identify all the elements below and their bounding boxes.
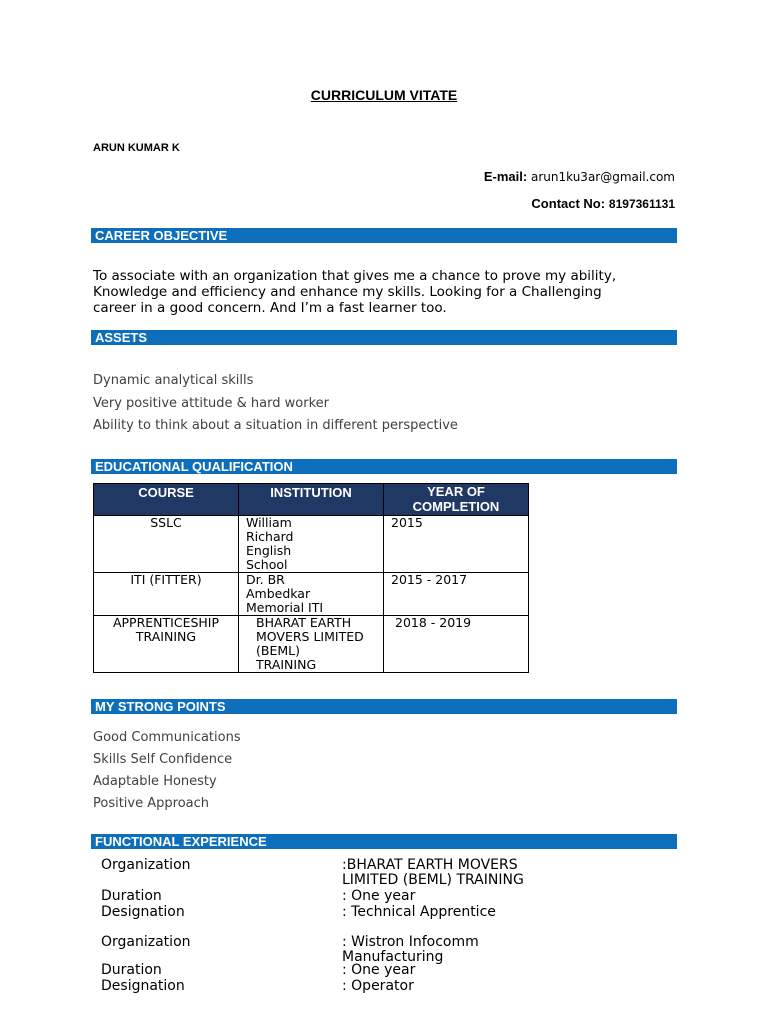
experience-value-designation: : Technical Apprentice — [342, 904, 496, 920]
section-heading-functional-experience: FUNCTIONAL EXPERIENCE — [91, 834, 677, 849]
table-header-row — [94, 484, 529, 516]
strong-point-item: Good Communications — [93, 730, 241, 745]
cell-course: ITI (FITTER) — [94, 573, 239, 616]
experience-value-duration: : One year — [342, 962, 416, 978]
email-line — [484, 169, 675, 184]
strong-point-item: Positive Approach — [93, 796, 210, 811]
document-title: CURRICULUM VITATE — [310, 87, 458, 103]
table-row — [94, 516, 529, 573]
asset-item: Dynamic analytical skills — [93, 373, 254, 388]
cell-year: 2015 - 2017 — [384, 573, 529, 616]
career-line: Knowledge and efficiency and enhance my skills. Looking for a Challenging — [93, 284, 602, 300]
section-heading-assets: ASSETS — [91, 330, 677, 345]
candidate-name: ARUN KUMAR K — [93, 142, 180, 154]
section-heading-strong-points: MY STRONG POINTS — [91, 699, 677, 714]
career-objective-text — [93, 268, 673, 316]
section-heading-career-objective: CAREER OBJECTIVE — [91, 228, 677, 243]
column-header-institution: INSTITUTION — [239, 484, 384, 516]
experience-value-designation: : Operator — [342, 978, 414, 994]
career-line: To associate with an organization that gives me a chance to prove my ability, — [93, 268, 617, 284]
email-label: E-mail: — [483, 169, 528, 184]
experience-label-designation: Designation — [101, 904, 185, 920]
asset-item: Ability to think about a situation in different perspective — [93, 418, 458, 433]
experience-label-organization: Organization — [101, 857, 191, 873]
email-value: arun1ku3ar@gmail.com — [530, 170, 675, 184]
experience-label-organization: Organization — [101, 934, 191, 950]
strong-point-item: Adaptable Honesty — [93, 774, 217, 789]
experience-label-duration: Duration — [101, 962, 162, 978]
education-table — [93, 483, 529, 673]
strong-point-item: Skills Self Confidence — [93, 752, 233, 767]
cell-year: 2018 - 2019 — [384, 616, 529, 673]
contact-value: 8197361131 — [608, 197, 675, 211]
table-row — [94, 616, 529, 673]
experience-label-duration: Duration — [101, 888, 162, 904]
contact-line — [531, 196, 675, 211]
asset-item: Very positive attitude & hard worker — [93, 396, 329, 411]
cell-course: SSLC — [94, 516, 239, 573]
section-heading-education: EDUCATIONAL QUALIFICATION — [91, 459, 677, 474]
cell-year: 2015 — [384, 516, 529, 573]
experience-value-organization: :BHARAT EARTH MOVERS LIMITED (BEML) TRAINING — [342, 857, 524, 888]
column-header-course: COURSE — [94, 484, 239, 516]
contact-label: Contact No: — [531, 196, 606, 211]
experience-value-organization: : Wistron Infocomm Manufacturing — [342, 934, 479, 965]
experience-label-designation: Designation — [101, 978, 185, 994]
experience-value-duration: : One year — [342, 888, 416, 904]
cell-course: APPRENTICESHIP TRAINING — [94, 616, 239, 673]
column-header-year: YEAR OF COMPLETION — [384, 484, 529, 516]
cell-institution: William Richard English School — [239, 516, 384, 573]
table-row — [94, 573, 529, 616]
cell-institution: BHARAT EARTH MOVERS LIMITED (BEML) TRAINING — [239, 616, 384, 673]
cell-institution: Dr. BR Ambedkar Memorial ITI — [239, 573, 384, 616]
career-line: career in a good concern. And I’m a fast learner too. — [93, 300, 447, 316]
